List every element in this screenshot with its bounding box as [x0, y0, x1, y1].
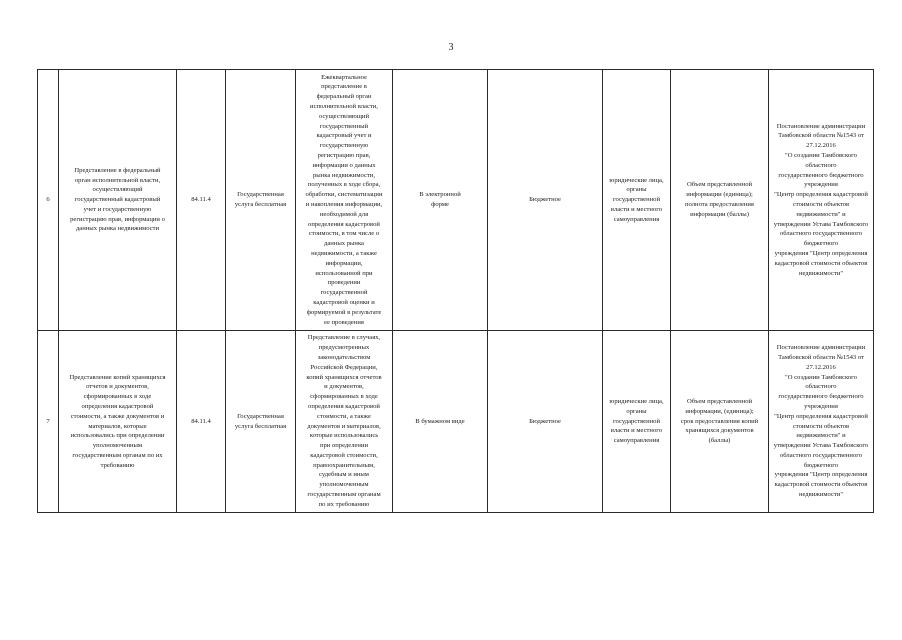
consumers-cell: юридические лица, органы государственной власти и местного самоуправления: [603, 331, 671, 513]
payment-type-cell: Бюджетное: [488, 70, 603, 331]
delivery-form-cell: В электронной форме: [393, 70, 488, 331]
row-number: 7: [38, 331, 59, 513]
service-content-cell: Представление в случаях, предусмотренных законодательством Российской Федерации, копий хранящихся отчетов и документов, сформированных в ходе определения кадастровой стоимости, а также документов и материалов, которые использовались при определении кадастровой стоимости, правоохранительным, судебным и иным уполномоченным государственным органам по их требованию: [296, 331, 393, 513]
indicators-cell: Объем представленной информации (единица); полнота предоставления информации (баллы): [671, 70, 769, 331]
table-row: [38, 70, 874, 331]
okved-code-cell: 84.11.4: [177, 70, 226, 331]
service-content-cell: Ежеквартальное представление в федеральный орган исполнительной власти, осуществляющий государственный кадастровый учет и государственную регистрацию прав, информации о данных рынка недвижимости, полученных в ходе сбора, обработки, систематизации и накопления информации, необходимой для определения кадастровой стоимости, в том числе о данных рынка недвижимости, а также информации, использованной при проведении государственной кадастровой оценки и формируемой в результате ее проведения: [296, 70, 393, 331]
service-name-cell: Представление в федеральный орган исполнительной власти, осуществляющий государственный кадастровый учет и государственную регистрацию прав, информации о данных рынка недвижимости: [59, 70, 177, 331]
services-table: [37, 69, 874, 513]
service-name-cell: Представление копий хранящихся отчетов и документов, сформированных в ходе определения кадастровой стоимости, а также документов и материалов, которые использовались при определении уполномоченным государственным органам по их требованию: [59, 331, 177, 513]
okved-code-cell: 84.11.4: [177, 331, 226, 513]
legal-basis-cell: Постановление администрации Тамбовской области №1543 от 27.12.2016 "О создании Тамбовского областного государственного бюджетного учреждения "Центр определения кадастровой стоимости объектов недвижимости" и утверждении Устава Тамбовского областного государственного бюджетного учреждения "Центр определения кадастровой стоимости объектов недвижимости": [769, 70, 874, 331]
delivery-form-cell: В бумажном виде: [393, 331, 488, 513]
row-number: 6: [38, 70, 59, 331]
table-row: [38, 331, 874, 513]
service-type-cell: Государственная услуга бесплатная: [226, 70, 296, 331]
service-type-cell: Государственная услуга бесплатная: [226, 331, 296, 513]
indicators-cell: Объем представленной информации, (единица); срок предоставления копий хранящихся документов (баллы): [671, 331, 769, 513]
legal-basis-cell: Постановление администрации Тамбовской области №1543 от 27.12.2016 "О создании Тамбовского областного государственного бюджетного учреждения "Центр определения кадастровой стоимости объектов недвижимости" и утверждении Устава Тамбовского областного государственного бюджетного учреждения "Центр определения кадастровой стоимости объектов недвижимости": [769, 331, 874, 513]
payment-type-cell: Бюджетное: [488, 331, 603, 513]
consumers-cell: юридические лица, органы государственной власти и местного самоуправления: [603, 70, 671, 331]
page-number: 3: [448, 42, 454, 53]
